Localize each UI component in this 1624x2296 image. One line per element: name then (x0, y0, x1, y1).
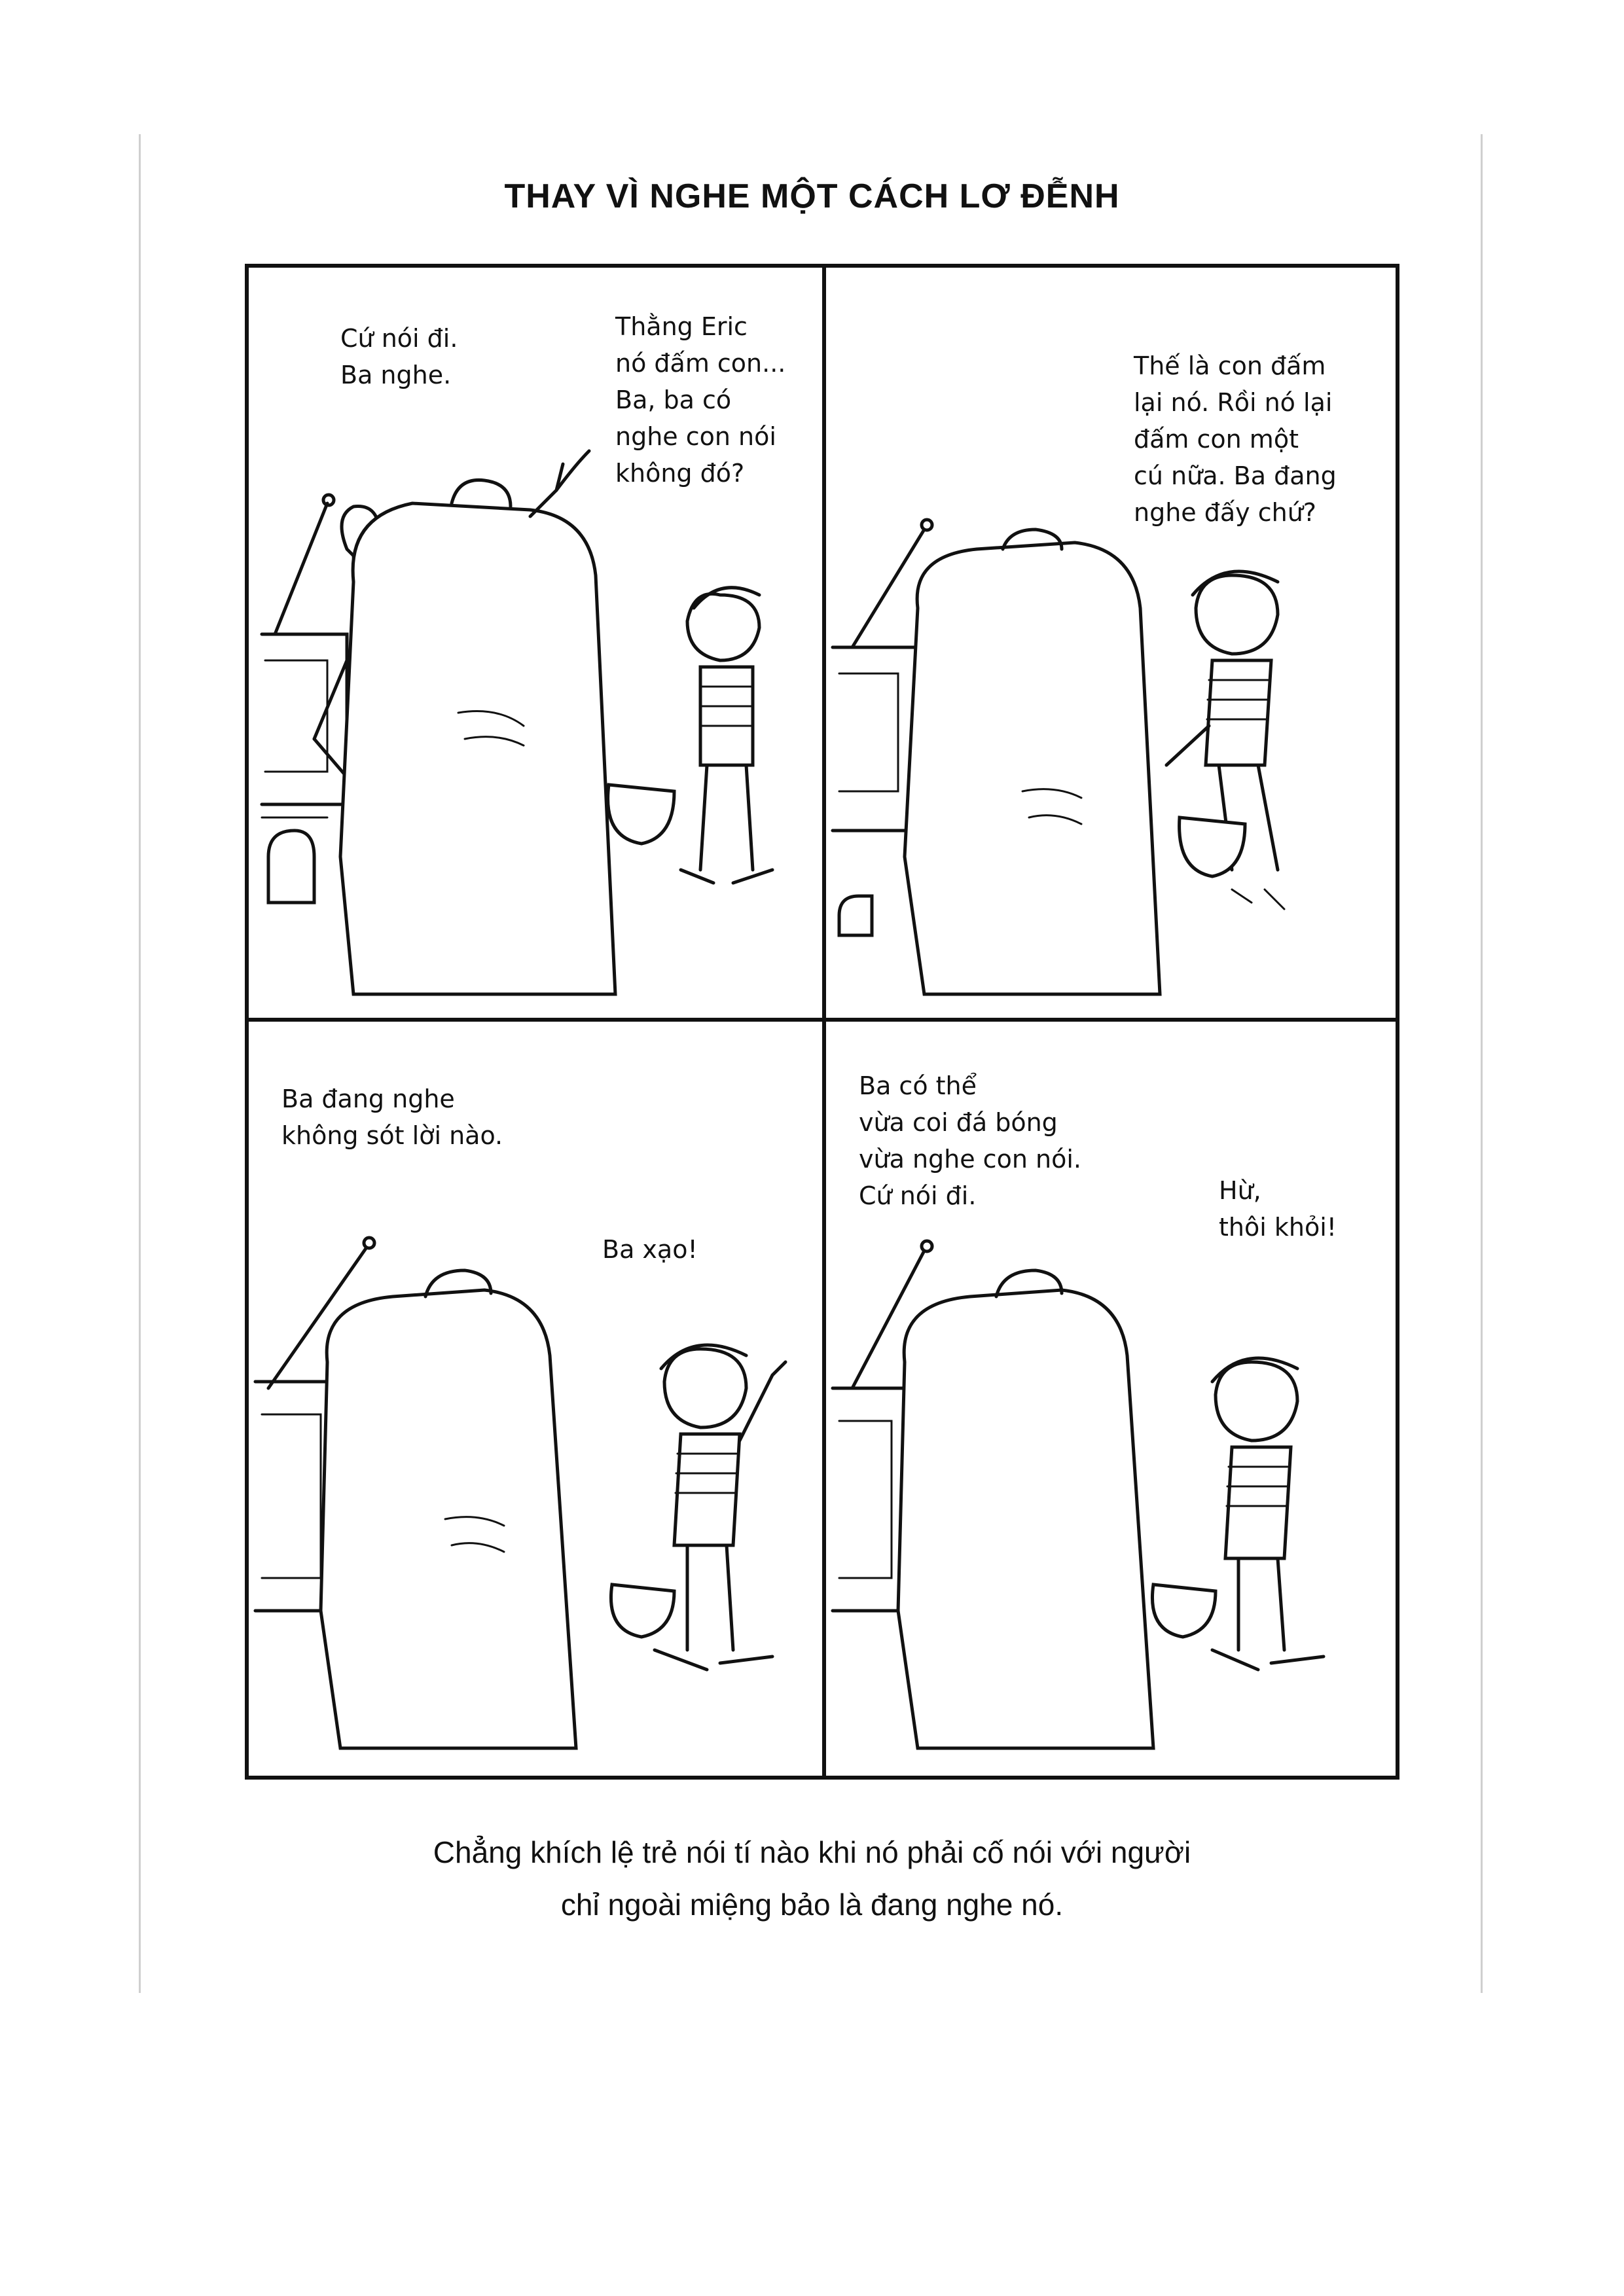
comic-panel-4 (822, 1018, 1399, 1780)
comic-panel-1 (245, 264, 826, 1022)
speech-father-4: Ba có thể vừa coi đá bóng vừa nghe con nói. Cứ nói đi. (859, 1071, 1081, 1210)
page-title: THAY VÌ NGHE MỘT CÁCH LƠ ĐỄNH (504, 177, 1120, 215)
speech-child-1: Thằng Eric nó đấm con... Ba, ba có nghe con nói không đó? (615, 312, 786, 488)
comic-panel-3 (245, 1018, 826, 1780)
comic-panel-2 (822, 264, 1399, 1022)
speech-father-1: Cứ nói đi. Ba nghe. (340, 324, 458, 389)
speech-father-3: Ba đang nghe không sót lời nào. (281, 1085, 503, 1150)
speech-child-4: Hừ, thôi khỏi! (1219, 1176, 1337, 1242)
page-margin-line-left (139, 134, 141, 1993)
comic-strip (245, 264, 1399, 1780)
page-margin-line-right (1481, 134, 1483, 1993)
speech-child-2: Thế là con đấm lại nó. Rồi nó lại đấm con một cú nữa. Ba đang nghe đấy chứ? (1134, 351, 1337, 527)
caption: Chẳng khích lệ trẻ nói tí nào khi nó phải cố nói với người chỉ ngoài miệng bảo là đang nghe nó. (433, 1835, 1191, 1922)
speech-child-3: Ba xạo! (602, 1235, 698, 1264)
